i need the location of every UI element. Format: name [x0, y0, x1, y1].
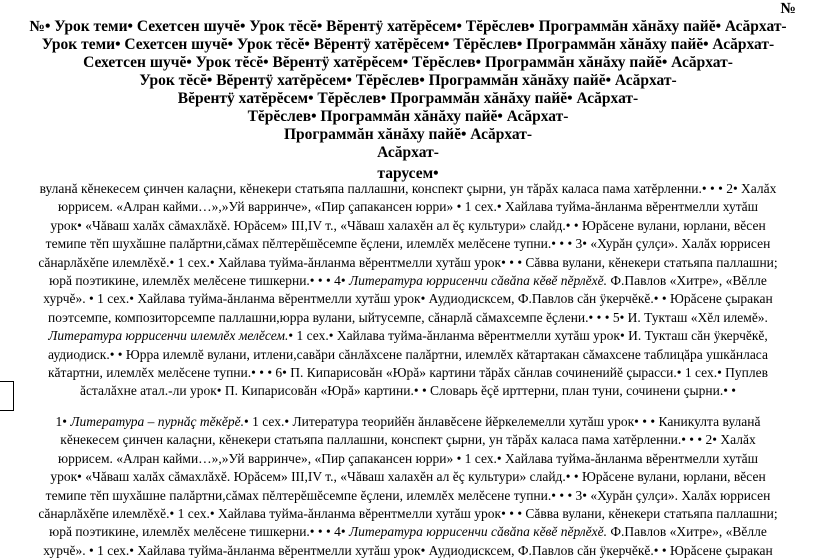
text-line — [8, 450, 808, 468]
text-line — [8, 505, 808, 523]
text-segment: аудиодиск.• • Юрра илемлĕ вулани, итлени,савăри сăнлăхсене палăртни, илемлĕх кăтартакан сăмахсене таблицăра ушкăнласа — [48, 346, 768, 362]
text-line — [8, 272, 808, 290]
text-segment: темипе тĕп шухăшне палăртни,сăмах пĕлтерĕшĕсемпе ĕçлени, илемлĕх мелĕсене тупни.• • • 3• «Хурăн çулçи». Халăх юррисен — [45, 487, 771, 503]
text-line — [8, 309, 808, 327]
text-segment: кăтартни, илемлĕх мелĕсене тупни.• • • 6• П. Кипарисовăн «Юрă» картини тăрăх сăнлав сочиненийĕ çырасси.• 1 сех.• Пуплев — [47, 365, 769, 381]
italic-text-segment: Литература юррисенчи сăвăпа кĕвĕ пĕрлĕхĕ. — [348, 273, 608, 289]
text-segment: урок• «Чăваш халăх сăмахлăхĕ. Юрăсем» III,IV т., «Чăваш халахĕн ал ĕç культури» слайд.• • Юрăсене вулани, юрлани, вĕсен — [50, 217, 766, 233]
text-line — [8, 523, 808, 541]
table-header-stack — [0, 18, 816, 162]
table-header-line: Программăн хăнăху пайĕ• Асăрхат- — [284, 126, 532, 143]
text-line — [8, 364, 808, 382]
text-line — [8, 180, 808, 198]
text-segment: юрă поэтикине, илемлĕх мелĕсене тишкерни.• • • 4• — [49, 524, 349, 540]
italic-text-segment: Литература юррисенчи илемлĕх мелĕсем. — [48, 328, 289, 344]
text-segment: юррисем. «Алран кайми…»,»Уй варринче», «Пир çапакансен юрри» • 1 сех.• Хайлава туйма-ăнланма вĕрентмелли хутăш — [58, 199, 758, 215]
text-segment: • 1 сех.• Хайлава туйма-ăнланма вĕрентмелли хутăш урок• И. Тукташ сăн ÿкерчĕкĕ, — [288, 328, 768, 344]
text-segment: ăсталăхне атал.-ли урок• П. Кипарисовăн «Юрă» картини.• • Словарь ĕçĕ ирттерни, план туни, сочинени çырни.• • — [79, 383, 737, 399]
empty-cell-box — [0, 381, 14, 411]
text-segment: темипе тĕп шухăшне палăртни,сăмах пĕлтерĕшĕсемпе ĕçлени, илемлĕх мелĕсене тупни.• • • 3• «Хурăн çулçи». Халăх юррисен — [45, 236, 771, 252]
text-line — [8, 217, 808, 235]
table-header-line: Асăрхат- — [377, 144, 439, 161]
text-line — [8, 431, 808, 449]
table-header-line: Сехетсен шучĕ• Урок тĕсĕ• Вĕрентÿ хатĕрĕсем• Тĕрĕслев• Программăн хăнăху пайĕ• Асăрхат- — [83, 54, 733, 71]
table-header-line: Урок теми• Сехетсен шучĕ• Урок тĕсĕ• Вĕрентÿ хатĕрĕсем• Тĕрĕслев• Программăн хăнăху пайĕ• Асăрхат- — [41, 36, 775, 53]
text-segment: вуланă кĕнекесем çинчен калаçни, кĕнекери статьяпа паллашни, конспект çырни, ун тăрăх каласа пама хатĕрленни.• • • 2• Халăх — [39, 181, 777, 196]
text-segment: юрă поэтикине, илемлĕх мелĕсене тишкерни.• • • 4• — [49, 273, 349, 289]
text-line — [8, 235, 808, 253]
text-line — [8, 413, 808, 431]
text-segment: • 1 сех.• Литература теорийĕн ăнлавĕсене йĕркелемелли хутăш урок• • • Каникулта вуланă — [244, 414, 761, 429]
text-segment: Ф.Павлов «Хитре», «Вĕлле — [607, 273, 767, 289]
text-line — [8, 290, 808, 308]
text-segment: урок• «Чăваш халăх сăмахлăхĕ. Юрăсем» III,IV т., «Чăваш халахĕн ал ĕç культури» слайд.• • Юрăсене вулани, юрлани, вĕсен — [50, 469, 766, 485]
table-header-line: Урок тĕсĕ• Вĕрентÿ хатĕрĕсем• Тĕрĕслев• Программăн хăнăху пайĕ• Асăрхат- — [139, 72, 677, 89]
table-number-header: № — [780, 0, 796, 17]
table-header-line: Тĕрĕслев• Программăн хăнăху пайĕ• Асăрхат- — [247, 108, 569, 125]
text-line — [8, 487, 808, 505]
table-header-label: тарусем• — [377, 165, 439, 182]
text-segment: 1• — [55, 414, 71, 429]
table-header-line: Вĕрентÿ хатĕрĕсем• Тĕрĕслев• Программăн хăнăху пайĕ• Асăрхат- — [177, 90, 639, 107]
lesson-plan-block-1 — [8, 180, 808, 401]
text-line — [8, 254, 808, 272]
italic-text-segment: Литература юррисенчи сăвăпа кĕвĕ пĕрлĕхĕ. — [348, 524, 608, 540]
text-segment: хурчĕ». • 1 сех.• Хайлава туйма-ăнланма вĕрентмелли хутăш урок• Аудиодисксем, Ф.Павлов сăн ÿкерчĕкĕ.• • Юрăсене çыракан — [43, 291, 773, 307]
text-segment: сăнарлăхĕпе илемлĕхĕ.• 1 сех.• Хайлава туйма-ăнланма вĕрентмелли хутăш урок• • • Сăвва вулани, кĕнекери статьяпа паллашни; — [38, 254, 778, 270]
text-line — [8, 198, 808, 216]
text-line — [8, 542, 808, 560]
text-segment: хурчĕ». • 1 сех.• Хайлава туйма-ăнланма вĕрентмелли хутăш урок• Аудиодисксем, Ф.Павлов сăн ÿкерчĕкĕ.• • Юрăсене çыракан — [43, 542, 773, 558]
italic-text-segment: Литература – пурнăç тĕкĕрĕ. — [70, 414, 245, 429]
text-segment: сăнарлăхĕпе илемлĕхĕ.• 1 сех.• Хайлава туйма-ăнланма вĕрентмелли хутăш урок• • • Сăвва вулани, кĕнекери статьяпа паллашни; — [38, 506, 778, 522]
table-header-line: №• Урок теми• Сехетсен шучĕ• Урок тĕсĕ• Вĕрентÿ хатĕрĕсем• Тĕрĕслев• Программăн хăнăху пайĕ• Асăрхат- — [29, 18, 787, 35]
text-segment: поэтсемпе, композиторсемпе паллашни,юрра вулани, ыйтусемпе, сăнарлă сăмахсемпе ĕçлени.• • • 5• И. Тукташ «Хĕл илемĕ». — [48, 309, 768, 325]
text-segment: кĕнекесем çинчен калаçни, кĕнекери статьяпа паллашни, конспект çырни, ун тăрăх каласа пама хатĕрленни.• • • 2• Халăх — [60, 432, 756, 448]
text-line — [8, 346, 808, 364]
text-segment: Ф.Павлов «Хитре», «Вĕлле — [607, 524, 767, 540]
text-line — [8, 327, 808, 345]
text-line — [8, 468, 808, 486]
text-line — [8, 382, 808, 400]
text-segment: юррисем. «Алран кайми…»,»Уй варринче», «Пир çапакансен юрри» • 1 сех.• Хайлава туйма-ăнланма вĕрентмелли хутăш — [58, 450, 758, 466]
lesson-plan-block-2 — [8, 413, 808, 560]
